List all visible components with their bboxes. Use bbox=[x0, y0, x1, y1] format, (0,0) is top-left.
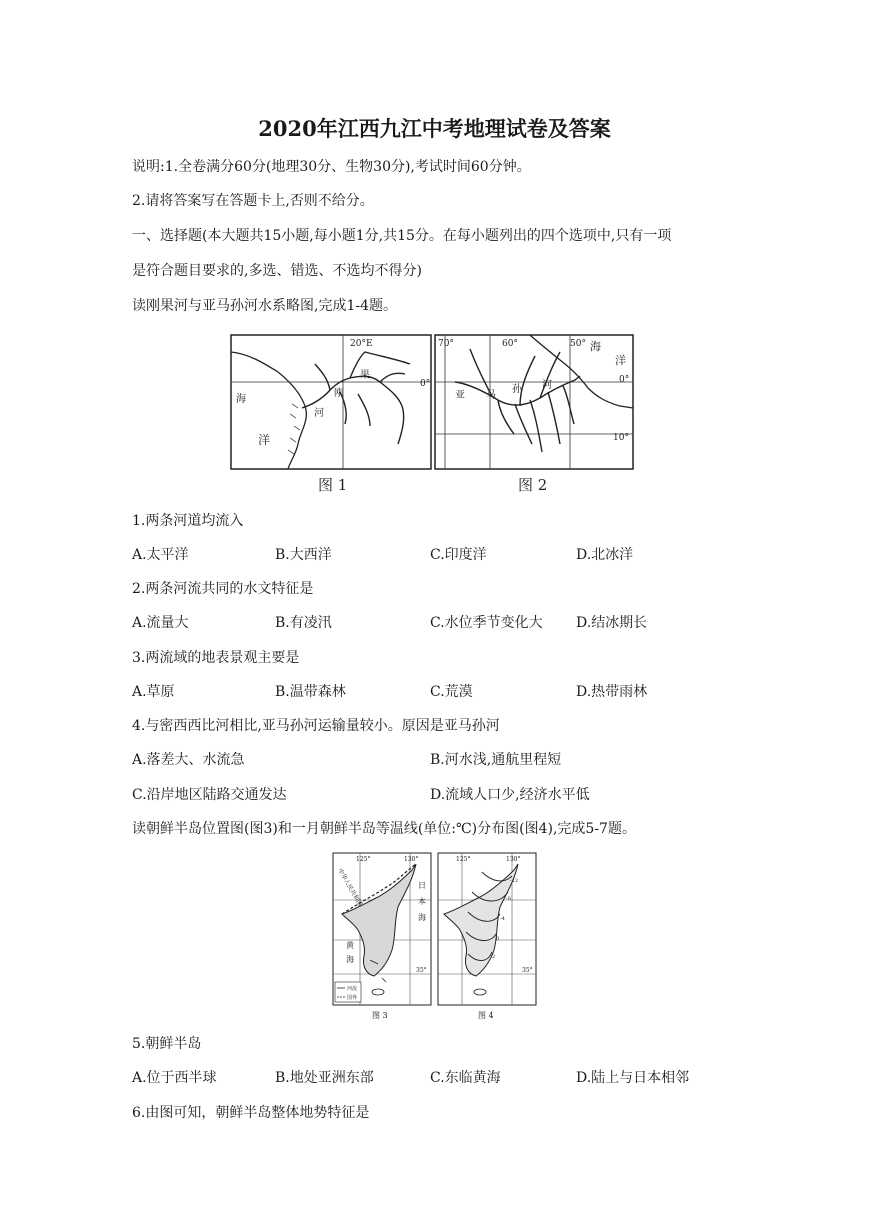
fig1-lat-label: 0° bbox=[420, 379, 431, 389]
question-4-stem: 4.与密西西比河相比,亚马孙河运输量较小。原因是亚马孙河 bbox=[132, 718, 500, 734]
fig3-jp-sea-1: 日 bbox=[418, 881, 426, 890]
congo-river bbox=[302, 352, 410, 444]
fig1-sea2: 洋 bbox=[258, 433, 271, 447]
fig3-yellow-sea-2: 海 bbox=[346, 955, 354, 964]
fig2-lon60: 60° bbox=[502, 339, 518, 349]
fig4-lat35: 35° bbox=[522, 967, 533, 974]
fig3-china: 中华人民共和国 bbox=[336, 867, 364, 908]
reading-intro-2: 读朝鲜半岛位置图(图3)和一月朝鲜半岛等温线(单位:℃)分布图(图4),完成5-7题。 bbox=[132, 821, 636, 837]
q5-option-b: B.地处亚洲东部 bbox=[275, 1070, 374, 1086]
q5-option-d: D.陆上与日本相邻 bbox=[576, 1070, 690, 1086]
q2-option-a: A.流量大 bbox=[132, 615, 189, 631]
fig2-river4: 河 bbox=[542, 380, 552, 391]
fig3-legend-border: 国界 bbox=[347, 995, 358, 1001]
fig3-jp-sea-2: 本 bbox=[418, 897, 426, 906]
fig4-caption: 图 4 bbox=[478, 1011, 494, 1020]
fig3-jp-sea-3: 海 bbox=[418, 913, 426, 922]
fig3-lon130: 130° bbox=[404, 856, 419, 863]
fig2-lat0: 0° bbox=[619, 375, 630, 385]
q5-option-a: A.位于西半球 bbox=[132, 1070, 217, 1086]
instructions-note-1: 说明:1.全卷满分60分(地理30分、生物30分),考试时间60分钟。 bbox=[132, 159, 531, 175]
fig4-iso-2: -8 bbox=[506, 896, 511, 902]
fig1-river3: 河 bbox=[314, 408, 324, 419]
q2-option-c: C.水位季节变化大 bbox=[430, 615, 543, 631]
q3-option-d: D.热带雨林 bbox=[576, 684, 648, 700]
fig1-river2: 果 bbox=[360, 370, 370, 381]
q1-option-c: C.印度洋 bbox=[430, 547, 487, 563]
instructions-note-2: 2.请将答案写在答题卡上,否则不给分。 bbox=[132, 193, 374, 209]
reading-intro-1: 读刚果河与亚马孙河水系略图,完成1-4题。 bbox=[132, 298, 397, 314]
fig1-coastline bbox=[231, 352, 306, 469]
q4-option-c: C.沿岸地区陆路交通发达 bbox=[132, 787, 287, 803]
fig3-legend-river: 河流 bbox=[347, 986, 358, 992]
q2-option-d: D.结冰期长 bbox=[576, 615, 648, 631]
fig3-yellow-sea-1: 黄 bbox=[346, 941, 354, 950]
fig4-lon125: 125° bbox=[456, 856, 471, 863]
amazon-river bbox=[455, 349, 580, 452]
q1-option-d: D.北冰洋 bbox=[576, 547, 634, 563]
section-heading-line-1: 一、选择题(本大题共15小题,每小题1分,共15分。在每小题列出的四个选项中,只有一项 bbox=[132, 228, 672, 244]
q1-option-a: A.太平洋 bbox=[132, 547, 189, 563]
river-maps-figure bbox=[230, 334, 634, 496]
q3-option-a: A.草原 bbox=[132, 684, 175, 700]
fig2-caption: 图 2 bbox=[518, 476, 548, 494]
question-2-stem: 2.两条河流共同的水文特征是 bbox=[132, 581, 314, 597]
fig4-iso-4: 0 bbox=[496, 936, 500, 942]
fig1-sea1: 海 bbox=[236, 394, 246, 405]
q4-option-b: B.河水浅,通航里程短 bbox=[430, 752, 562, 768]
page-title: 2020年江西九江中考地理试卷及答案 bbox=[258, 116, 611, 141]
fig1-lon-label: 20°E bbox=[350, 339, 373, 349]
fig2-frame bbox=[435, 335, 633, 469]
q3-option-c: C.荒漠 bbox=[430, 684, 473, 700]
q5-option-c: C.东临黄海 bbox=[430, 1070, 501, 1086]
question-3-stem: 3.两流域的地表景观主要是 bbox=[132, 650, 300, 666]
fig2-river3: 孙 bbox=[512, 384, 522, 395]
fig4-lon130: 130° bbox=[506, 856, 521, 863]
fig2-sea2: 洋 bbox=[615, 354, 626, 367]
fig2-river1: 亚 bbox=[455, 390, 465, 401]
q1-option-b: B.大西洋 bbox=[275, 547, 332, 563]
fig2-lon70: 70° bbox=[438, 339, 454, 349]
fig2-lat10: 10° bbox=[613, 433, 629, 443]
fig1-frame bbox=[231, 335, 431, 469]
question-6-stem: 6.由图可知，朝鲜半岛整体地势特征是 bbox=[132, 1105, 370, 1121]
fig3-caption: 图 3 bbox=[372, 1011, 388, 1020]
fig1-river1: 刚 bbox=[334, 388, 344, 399]
q3-option-b: B.温带森林 bbox=[275, 684, 346, 700]
q2-option-b: B.有凌汛 bbox=[275, 615, 332, 631]
fig4-iso-1: -12 bbox=[510, 878, 519, 884]
fig4-iso-3: -4 bbox=[500, 916, 505, 922]
fig2-sea1: 海 bbox=[590, 340, 601, 353]
question-5-stem: 5.朝鲜半岛 bbox=[132, 1036, 202, 1052]
section-heading-line-2: 是符合题目要求的,多选、错选、不选均不得分) bbox=[132, 263, 422, 279]
fig4-iso-5: 2 bbox=[492, 954, 496, 960]
q4-option-d: D.流域人口少,经济水平低 bbox=[430, 787, 590, 803]
fig2-lon50: 50° bbox=[570, 339, 586, 349]
fig2-river2: 马 bbox=[486, 390, 496, 401]
question-1-stem: 1.两条河道均流入 bbox=[132, 513, 244, 529]
korea-maps-figure bbox=[332, 852, 538, 1022]
fig3-lon125: 125° bbox=[356, 856, 371, 863]
fig3-lat35: 35° bbox=[416, 967, 427, 974]
q4-option-a: A.落差大、水流急 bbox=[132, 752, 245, 768]
fig1-caption: 图 1 bbox=[318, 476, 348, 494]
